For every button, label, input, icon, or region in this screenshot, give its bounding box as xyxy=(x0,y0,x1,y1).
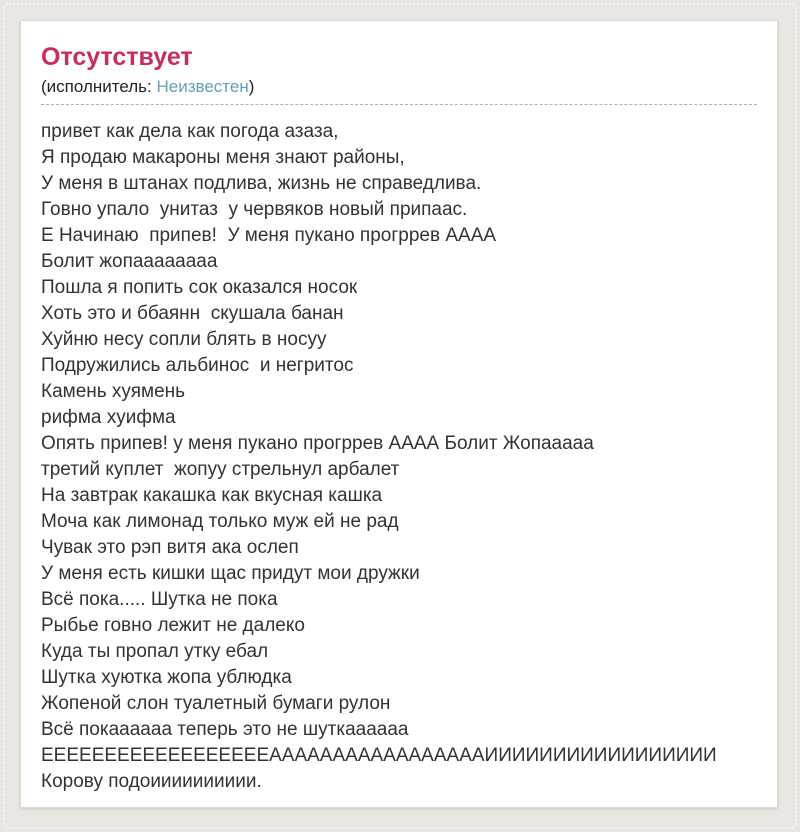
artist-label-prefix: (исполнитель: xyxy=(41,77,157,96)
lyric-line: Хоть это и ббаянн скушала банан xyxy=(41,303,344,324)
lyric-line: третий куплет жопуу стрельнул арбалет xyxy=(41,459,400,480)
lyric-line: Камень хуямень xyxy=(41,381,186,402)
artist-link[interactable]: Неизвестен xyxy=(156,77,249,96)
lyric-line: Жопеной слон туалетный бумаги рулон xyxy=(41,693,391,714)
lyric-line: У меня в штанах подлива, жизнь не справедлива. xyxy=(41,173,482,194)
lyric-line: Говно упало унитаз у червяков новый припаас. xyxy=(41,199,468,220)
lyric-line: Болит жопаааааааа xyxy=(41,251,218,272)
lyric-line: Опять припев! у меня пукано прогррев АААА Болит Жопааааа xyxy=(41,433,594,454)
lyric-line: ЕЕЕЕЕЕЕЕЕЕЕЕЕЕЕЕЕЕАААААААААААААААААИИИИИИИИИИИИИИИИИ xyxy=(41,745,717,766)
lyric-line: Я продаю макароны меня знают районы, xyxy=(41,147,405,168)
lyric-line: На завтрак какашка как вкусная кашка xyxy=(41,485,383,506)
lyric-line: Куда ты пропал утку ебал xyxy=(41,641,269,662)
lyric-line: Хуйню несу сопли блять в носуу xyxy=(41,329,327,350)
lyric-line: привет как дела как погода азаза, xyxy=(41,121,339,142)
lyric-line: Рыбье говно лежит не далеко xyxy=(41,615,305,636)
lyric-line: Подружились альбинос и негритос xyxy=(41,355,354,376)
lyric-line: Всё пока..... Шутка не пока xyxy=(41,589,278,610)
lyric-line: Моча как лимонад только муж ей не рад xyxy=(41,511,399,532)
artist-label-suffix: ) xyxy=(248,77,255,96)
lyric-line: Е Начинаю припев! У меня пукано прогррев АААА xyxy=(41,225,497,246)
lyric-line: Шутка хуютка жопа ублюдка xyxy=(41,667,292,688)
lyric-line: Чувак это рэп витя ака ослеп xyxy=(41,537,299,558)
lyrics-text xyxy=(41,119,757,795)
lyric-line: рифма хуифма xyxy=(41,407,176,428)
song-title: Отсутствует xyxy=(41,43,193,71)
lyric-line: Всё покаааааа теперь это не шуткаааааа xyxy=(41,719,409,740)
song-header xyxy=(41,43,757,105)
content-card xyxy=(20,20,778,808)
lyric-line: Корову подоииииииииии. xyxy=(41,771,262,792)
lyric-line: Пошла я попить сок оказался носок xyxy=(41,277,358,298)
lyric-line: У меня есть кишки щас придут мои дружки xyxy=(41,563,420,584)
song-subtitle xyxy=(41,76,757,97)
